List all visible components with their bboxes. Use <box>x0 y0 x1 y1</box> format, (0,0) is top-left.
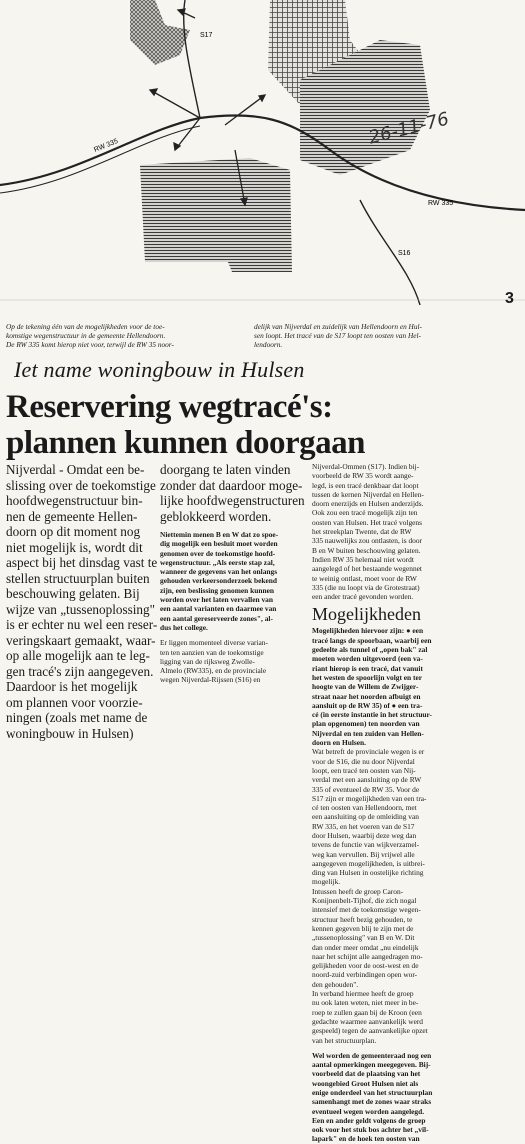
text-line: intensief met de toekomstige wegen- <box>312 905 421 915</box>
text-line: niet mogelijk is, wordt dit <box>6 539 143 555</box>
text-line: ook voor het stuk bos achter het „vil- <box>312 1125 429 1135</box>
text-line: gedachte waarmee aanvankelijk werd <box>312 1016 424 1026</box>
text-line: woongebied Groot Hulsen niet als <box>312 1078 419 1088</box>
text-line: lijke hoofdwegenstructuren <box>160 493 305 508</box>
text-line: Er liggen momenteel diverse varian- <box>160 638 268 648</box>
text-line: Konijnenbelt-Tijhof, die zich nogal <box>312 896 417 906</box>
text-line: In verband hiermee heeft de groep <box>312 989 414 999</box>
text-line: Almelo (RW335), en de provinciale <box>160 666 267 676</box>
text-line: roep te zullen gaan bij de Kroon (een <box>312 1007 422 1017</box>
text-line: beschouwing gelaten. Bij <box>6 586 140 601</box>
caption-line: lendoorn. <box>254 340 283 349</box>
text-line: een aansluiting op de omleiding van <box>312 812 419 822</box>
headline-line-2: plannen kunnen doorgaan <box>6 425 365 461</box>
text-line: Indien RW 35 helemaal niet wordt <box>312 554 414 564</box>
map-caption-left <box>6 322 246 349</box>
text-line: 335 of eventueel de RW 35. Voor de <box>312 784 420 794</box>
kicker: Iet name woningbouw in Hulsen <box>14 357 305 382</box>
text-line: Ook zou een tracé mogelijk zijn ten <box>312 508 418 518</box>
handwritten-date: 26-11-76 <box>366 108 452 149</box>
text-line: om plannen voor voorzie- <box>6 694 143 710</box>
text-line: tussen de kernen Nijverdal en Hellen- <box>312 489 424 499</box>
text-line: hoogte van de Willem de Zwijger- <box>312 682 419 692</box>
text-line: van het structuurplan. <box>312 1035 377 1045</box>
text-line: een aantal gereserveerde zones", al- <box>160 613 273 623</box>
text-line: B en W buiten beschouwing gelaten. <box>312 545 421 555</box>
column-2-bold <box>160 530 306 632</box>
text-line: verdal met een aansluiting op de RW <box>312 775 422 785</box>
text-line: moeten worden uitgevoerd (een va- <box>312 654 423 664</box>
road-s17 <box>184 0 200 118</box>
text-line: straat naar het noorden afbuigt en <box>312 691 421 701</box>
text-line: stellen structuurplan buiten <box>6 570 150 586</box>
text-line: ningen (zoals met name de <box>6 710 148 725</box>
text-line: legd, is een tracé denkbaar dat loopt <box>312 480 419 490</box>
text-line: doorn enerzijds en Hulsen anderzijds. <box>312 499 424 509</box>
column-2-body <box>160 638 306 684</box>
text-line: voorbeeld dat de plaatsing van het <box>312 1069 421 1079</box>
text-line: zonder dat daardoor moge- <box>160 477 303 493</box>
text-line: oosten van Hulsen. Het tracé volgens <box>312 517 423 527</box>
text-line: weg kan vervullen. Bij vrijwel alle <box>312 849 415 859</box>
text-line: doorn op dit moment nog <box>6 524 141 539</box>
text-line: dus het college. <box>160 622 208 632</box>
text-line: Daardoor is het mogelijk <box>6 679 138 694</box>
text-line: gehouden verkeersonderzoek bekend <box>160 576 278 586</box>
caption-line: De RW 335 komt hierop niet voor, terwijl de RW 35 noor- <box>6 340 174 349</box>
text-line: geblokkeerd worden. <box>160 508 272 524</box>
caption-line: delijk van Nijverdal en zuidelijk van Hellendoorn en Hul- <box>254 322 422 331</box>
text-line: aangegeven mogelijkheden, is uitbrei- <box>312 858 425 868</box>
text-line: cé (in eerste instantie in het structuur- <box>312 710 433 720</box>
text-line: door Hulsen, waarbij deze weg dan <box>312 830 417 840</box>
map-caption-right <box>254 322 464 349</box>
text-line: loopt, een tracé ten oosten van Nij- <box>312 765 416 775</box>
text-line: samenhangt met de zones waar straks <box>312 1097 432 1107</box>
label-rw335-right: RW 335 <box>428 200 454 207</box>
column-3 <box>312 462 520 1144</box>
text-line: mogelijk. <box>312 877 341 887</box>
column-3-body <box>312 747 520 1045</box>
text-line: RW 335, en het voeren van de S17 <box>312 821 415 831</box>
text-line: het westen de spoorlijn volgt en ter <box>312 672 423 682</box>
text-line: kennen gegeven blij te zijn met de <box>312 923 414 933</box>
text-line: dig mogelijk een besluit moet worden <box>160 539 278 549</box>
text-line: slissing over de toekomstige <box>6 477 156 493</box>
text-line: veringskaart gemaakt, waar- <box>6 632 156 648</box>
text-line: gelijkheden voor de oost-west en de <box>312 961 419 971</box>
column-3-intro <box>312 462 520 601</box>
text-line: te weinig ontlast, moet voor de RW <box>312 573 417 583</box>
text-line: wegenstructuur. „Als eerste stap zal, <box>160 557 275 567</box>
text-line: aantal opmerkingen meegegeven. Bij- <box>312 1060 431 1070</box>
text-line: wegen Nijverdal-Rijssen (S16) en <box>160 675 261 685</box>
text-line: een ander tracé gevonden worden. <box>312 592 414 602</box>
text-line: Intussen heeft de groep Caron- <box>312 886 404 896</box>
text-line: hoofdwegenstructuur bin- <box>6 493 143 508</box>
column-3-final <box>312 1051 520 1144</box>
text-line: wijze van „tussenoplossing" <box>6 601 155 617</box>
text-line: Mogelijkheden hiervoor zijn: ● een <box>312 626 424 636</box>
text-line: Wat betreft de provinciale wegen is er <box>312 747 425 757</box>
caption-line: Op de tekening één van de mogelijkheden voor de toe- <box>6 322 165 331</box>
label-s16: S16 <box>398 250 411 257</box>
text-line: cé ten oosten van Hellendoorn, met <box>312 803 417 813</box>
route-map <box>0 0 525 305</box>
text-line: Nijverdal - Omdat een be- <box>6 462 145 477</box>
text-line: ding van Hulsen in oostelijke richting <box>312 868 424 878</box>
text-line: riant hierop is een tracé, dat vanuit <box>312 663 423 673</box>
text-line: enige onderdeel van het structuurplan <box>312 1088 433 1097</box>
text-line: nu ook laten weten, niet meer in be- <box>312 998 419 1008</box>
text-line: S17 zijn er mogelijkheden van een tra- <box>312 793 427 803</box>
text-line: wanneer de gegevens van het onlangs <box>160 567 278 577</box>
text-line: naar het schijnt alle aangedragen mo- <box>312 951 423 961</box>
text-line: een aantal varianten en daarmee van <box>160 604 277 614</box>
text-line: ten ten aanzien van de toekomstige <box>160 647 264 657</box>
text-line: 335 nauwelijks zou ontlasten, is door <box>312 536 423 546</box>
text-line: aangelegd of het bestaande wegennet <box>312 564 422 574</box>
text-line: lapark" en de hoek ten oosten van <box>312 1134 420 1144</box>
caption-line: komstige wegenstructuur in de gemeente Hellendoorn. <box>6 331 166 340</box>
text-line: voorbeeld de RW 35 wordt aange- <box>312 471 414 481</box>
zone-south <box>140 158 292 272</box>
text-line: worden over het laten vervallen van <box>160 595 273 605</box>
text-line: ligging van de rijksweg Zwolle- <box>160 656 255 666</box>
text-line: het streekplan Twente, dat de RW <box>312 527 412 537</box>
text-line: doorgang te laten vinden <box>160 462 291 477</box>
text-line: aspect bij het dinsdag vast te <box>6 555 158 570</box>
text-line: Nijverdal en ten zuiden van Hellen- <box>312 728 424 738</box>
road-s16 <box>360 200 420 305</box>
text-line: op alle mogelijk aan te leg- <box>6 648 150 663</box>
text-line: den gehouden". <box>312 979 359 989</box>
page-number: 3 <box>505 290 514 307</box>
text-line: dan onder meer omdat „nu eindelijk <box>312 942 419 952</box>
label-s17: S17 <box>200 32 213 39</box>
text-line: eventueel wegen worden aangelegd. <box>312 1106 425 1116</box>
text-line: noord-zuid verbindingen open wor- <box>312 970 418 980</box>
text-line: doorn en Hulsen. <box>312 738 367 748</box>
text-line: aansluit op de RW 35) of ● een tra- <box>312 700 423 710</box>
headline-line-1: Reservering wegtracé's: <box>6 389 333 425</box>
text-line: Wel worden de gemeenteraad nog een <box>312 1050 432 1060</box>
text-line: „tussenoplossing" van B en W. Dit <box>312 933 415 943</box>
subhead: Mogelijkheden <box>312 604 421 625</box>
column-1 <box>6 462 158 741</box>
text-line: voor de S16, die nu door Nijverdal <box>312 756 415 766</box>
text-line: woningbouw in Hulsen) <box>6 725 134 741</box>
column-3-bold <box>312 626 520 747</box>
caption-line: sen loopt. Het tracé van de S17 loopt ten oosten van Hel- <box>254 331 421 340</box>
label-rw335-left: RW 335 <box>93 137 120 154</box>
text-line: Een en ander geldt volgens de groep <box>312 1115 426 1125</box>
text-line: plan opgenomen) ten noorden van <box>312 719 420 729</box>
text-line: tracé langs de spoorbaan, waarbij een <box>312 635 432 645</box>
text-line: structuur heeft bezig gehouden, te <box>312 914 413 924</box>
text-line: 335 (die nu loopt via de Grotestraat) <box>312 582 420 592</box>
text-line: nen de gemeente Hellen- <box>6 508 138 524</box>
text-line: is er echter nu wel een reser- <box>6 617 158 632</box>
text-line: gespeeld) tegen de aanvankelijke opzet <box>312 1026 428 1036</box>
text-line: Niettemin menen B en W dat zo spoe- <box>160 530 279 539</box>
column-2 <box>160 462 306 685</box>
text-line: gen tracé's zijn aangegeven. <box>6 663 154 679</box>
text-line: Nijverdal-Ommen (S17). Indien bij- <box>312 462 420 471</box>
text-line: zijn, een beslissing genomen kunnen <box>160 585 274 595</box>
text-line: genomen over de toekomstige hoofd- <box>160 548 276 558</box>
text-line: tevens de functie van wijkverzamel- <box>312 840 420 850</box>
column-2-intro <box>160 462 306 524</box>
text-line: gedeelte als tunnel of „open bak" zal <box>312 645 428 655</box>
